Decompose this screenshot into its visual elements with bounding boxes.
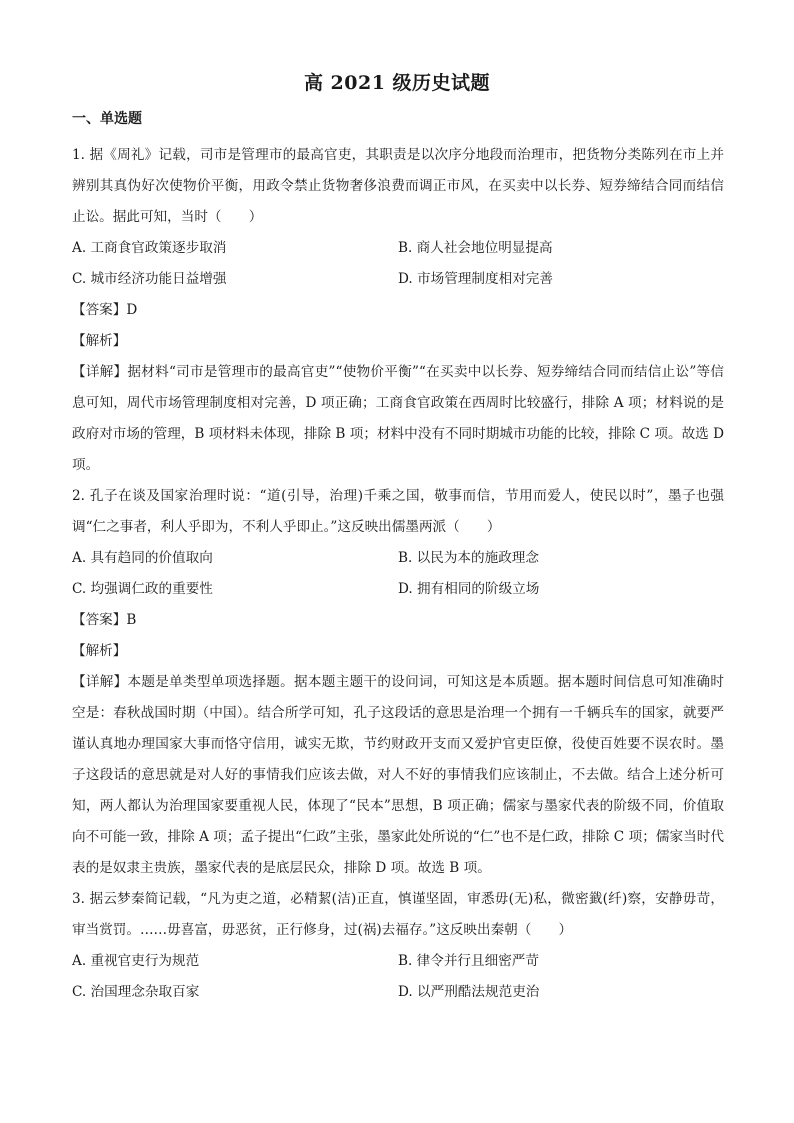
option-list xyxy=(72,543,724,605)
question-stem: 1. 据《周礼》记载，司市是管理市的最高官吏，其职责是以次序分地段而治理市，把货物分类陈列在市上并辨别其真伪好次使物价平衡，用政令禁止货物奢侈浪费而调正市风，在买卖中以长券、短券缔结合同而结信止讼。据此可知，当时（ ） xyxy=(72,147,724,225)
option-a: A. 工商食官政策逐步取消 xyxy=(72,240,227,256)
option-c: C. 均强调仁政的重要性 xyxy=(72,581,213,597)
question-1 xyxy=(72,140,724,481)
option-d: D. 市场管理制度相对完善 xyxy=(398,271,553,287)
option-a: A. 具有趋同的价值取向 xyxy=(72,550,213,566)
option-b: B. 以民为本的施政理念 xyxy=(398,550,539,566)
answer-label: 【答案】B xyxy=(72,612,137,628)
section-heading: 一、单选题 xyxy=(72,111,142,127)
option-list xyxy=(72,946,724,1008)
answer-label: 【答案】D xyxy=(72,302,138,318)
question-2 xyxy=(72,481,724,884)
question-stem: 3. 据云梦秦简记载，“凡为吏之道，必精絜(洁)正直，慎谨坚固，审悉毋(无)私，微密韱(纤)察，安静毋苛，审当赏罚。……毋喜富，毋恶贫，正行修身，过(祸)去福存。”这反映出秦朝（ ） xyxy=(72,891,724,938)
option-b: B. 律令并行且细密严苛 xyxy=(398,953,539,969)
option-c: C. 城市经济功能日益增强 xyxy=(72,271,227,287)
option-d: D. 以严刑酷法规范吏治 xyxy=(398,984,540,1000)
analysis-label: 【解析】 xyxy=(72,333,127,349)
option-c: C. 治国理念杂取百家 xyxy=(72,984,200,1000)
question-list xyxy=(72,140,724,1008)
option-a: A. 重视官吏行为规范 xyxy=(72,953,200,969)
detail-text: 【详解】本题是单类型单项选择题。据本题主题干的设问词，可知这是本质题。据本题时间信息可知准确时空是：春秋战国时期（中国）。结合所学可知，孔子这段话的意思是治理一个拥有一千辆兵车的国家，就要严谨认真地办理国家大事而恪守信用，诚实无欺，节约财政开支而又爱护官吏臣僚，役使百姓要不误农时。墨子这段话的意思就是对人好的事情我们应该去做，对人不好的事情我们应该制止，不去做。结合上述分析可知，两人都认为治理国家要重视人民，体现了“民本”思想，B 项正确；儒家与墨家代表的阶级不同，价值取向不可能一致，排除 A 项；孟子提出“仁政”主张，墨家此处所说的“仁”也不是仁政，排除 C 项；儒家当时代表的是奴隶主贵族，墨家代表的是底层民众，排除 D 项。故选 B 项。 xyxy=(72,674,724,876)
option-b: B. 商人社会地位明显提高 xyxy=(398,240,553,256)
detail-text: 【详解】据材料“司市是管理市的最高官吏”“使物价平衡”“在买卖中以长券、短券缔结合同而结信止讼”等信息可知，周代市场管理制度相对完善，D 项正确；工商食官政策在西周时比较盛行，排除 A 项；材料说的是政府对市场的管理，B 项材料未体现，排除 B 项；材料中没有不同时期城市功能的比较，排除 C 项。故选 D 项。 xyxy=(72,364,724,473)
question-3 xyxy=(72,884,724,1008)
analysis-label: 【解析】 xyxy=(72,643,127,659)
page-title: 高 2021 级历史试题 xyxy=(303,72,491,94)
option-list xyxy=(72,233,724,295)
question-stem: 2. 孔子在谈及国家治理时说：“道(引导，治理)千乘之国，敬事而信，节用而爱人，使民以时”，墨子也强调“仁之事者，利人乎即为，不利人乎即止。”这反映出儒墨两派（ ） xyxy=(72,488,724,535)
option-d: D. 拥有相同的阶级立场 xyxy=(398,581,540,597)
